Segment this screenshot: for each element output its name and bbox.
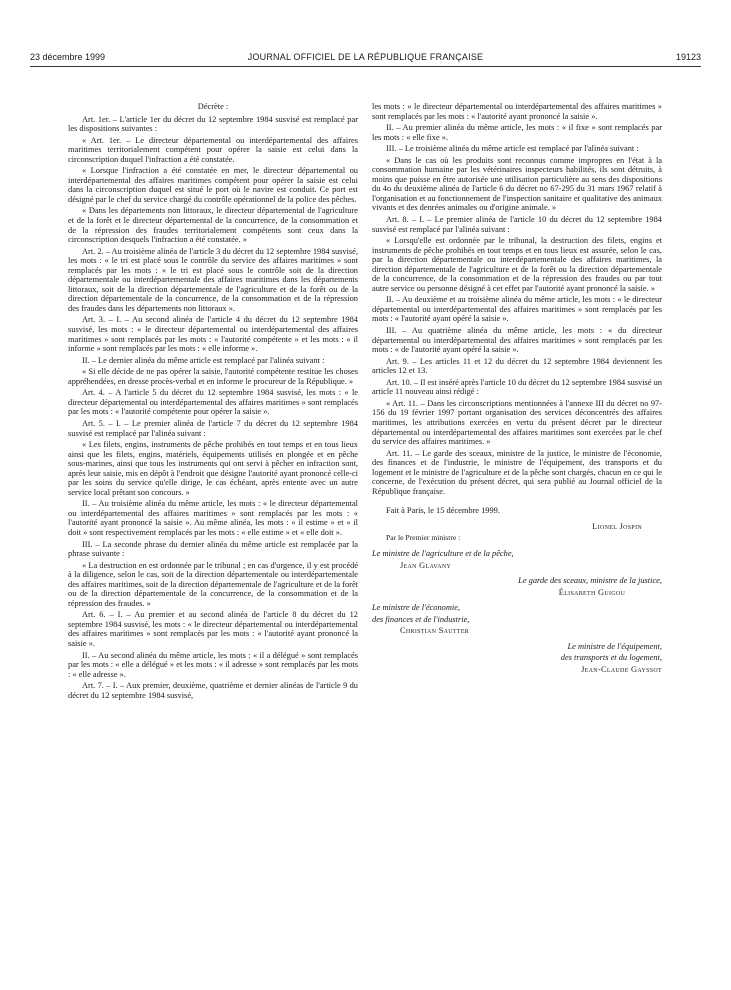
- paragraph: II. – Au premier alinéa du même article, les mots : « il fixe » sont remplacés par les mots : « elle fixe ».: [372, 123, 662, 142]
- right-column-paragraphs: [372, 102, 662, 496]
- paragraph: III. – Au quatrième alinéa du même article, les mots : « du directeur départemental ou interdépartemental des affaires maritimes » sont remplacés par les mots : « de l'autorité ayant opéré la saisie ».: [372, 326, 662, 355]
- paragraph: Art. 8. – I. – Le premier alinéa de l'article 10 du décret du 12 septembre 1984 susvisé est remplacé par l'alinéa suivant :: [372, 215, 662, 234]
- paragraph: « Lorsqu'elle est ordonnée par le tribunal, la destruction des filets, engins et instruments de pêche prohibés en tout temps et en tous lieux est assurée, selon le cas, par la direction départementale ou interdépartementale des affaires maritimes, la direction départementale de l'agriculture et de la forêt ou la direction départementale de la concurrence, de la consommation et de la répression des fraudes ou par tout autre service ou personne désigné à cet effet par l'autorité ayant prononcé la saisie. »: [372, 236, 662, 293]
- paragraph: II. – Au deuxième et au troisième alinéa du même article, les mots : « le directeur départemental ou interdépartemental des affaires maritimes » sont remplacés par les mots : « l'autorité ayant opéré la saisie ».: [372, 295, 662, 324]
- signature-equip-title-2: des transports et du logement,: [560, 653, 662, 663]
- signature-agri-name: Jean Glavany: [400, 560, 452, 570]
- signature-date-line: Fait à Paris, le 15 décembre 1999.: [386, 506, 500, 516]
- signature-pm-name: Lionel Jospin: [592, 521, 642, 531]
- paragraph: « Art. 1er. – Le directeur départemental ou interdépartemental des affaires maritimes territorialement compétent pour opérer la saisie est celui dans la circonscription duquel l'infraction a été constatée.: [68, 135, 358, 164]
- paragraph: II. – Au troisième alinéa du même article, les mots : « le directeur départemental ou interdépartemental des affaires maritimes » sont remplacés par les mots : « l'autorité ayant prononcé la saisie ». Au même alinéa, les mots : « il estime » et « il doit » sont respectivement remplacés par les mots : « elle estime » et « elle doit ».: [68, 499, 358, 537]
- paragraph: Art. 7. – I. – Aux premier, deuxième, quatrième et dernier alinéas de l'article 9 du décret du 12 septembre 1984 susvisé,: [68, 681, 358, 700]
- paragraph: « Si elle décide de ne pas opérer la saisie, l'autorité compétente restitue les choses appréhendées, en dresse procès-verbal et en informe le procureur de la République. »: [68, 367, 358, 386]
- paragraph: Art. 10. – Il est inséré après l'article 10 du décret du 12 septembre 1984 susvisé un article 11 nouveau ainsi rédigé :: [372, 377, 662, 397]
- paragraph: Art. 2. – Au troisième alinéa de l'article 3 du décret du 12 septembre 1984 susvisé, les mots : « le tri est placé sous le contrôle du service des affaires maritimes » sont remplacés par les mots : « le tri est placé sous le contrôle soit de la direction départementale ou interdépartementale des affaires maritimes dans les départements littoraux, soit de la direction départementale de l'agriculture et de la forêt ou de la direction départementale de la concurrence, de la consommation et de la répression des fraudes dans les départements non littoraux ».: [68, 246, 358, 313]
- paragraph: II. – Au second alinéa du même article, les mots : « il a délégué » sont remplacés par les mots : « elle a délégué » et les mots : « il adresse » sont remplacés par les mots : « elle adresse ».: [68, 650, 358, 679]
- paragraph: Art. 6. – I. – Au premier et au second alinéa de l'article 8 du décret du 12 septembre 1984 susvisé, les mots : « le directeur départemental ou interdépartemental des affaires maritimes » sont remplacés par les mots : « l'autorité ayant prononcé la saisie ».: [68, 610, 358, 648]
- paragraph: « Lorsque l'infraction a été constatée en mer, le directeur départemental ou interdépartemental des affaires maritimes compétent pour opérer la saisie est celui dans la circonscription duquel est situé le port où le navire est conduit. Ce port est désigné par le chef du service chargé du contrôle opérationnel de la police des pêches.: [68, 166, 358, 204]
- paragraph: « Dans les départements non littoraux, le directeur départemental de l'agriculture et de la forêt et le directeur départemental de la concurrence, de la consommation et de la répression des fraudes territorialement compétents sont ceux dans la circonscription desquels l'infraction a été constatée. »: [68, 206, 358, 245]
- paragraph: Art. 5. – I. – Le premier alinéa de l'article 7 du décret du 12 septembre 1984 susvisé est remplacé par l'alinéa suivant :: [68, 418, 358, 438]
- paragraph: III. – La seconde phrase du dernier alinéa du même article est remplacée par la phrase suivante :: [68, 539, 358, 559]
- paragraph: Décrète :: [197, 102, 229, 111]
- header-rule: [30, 66, 701, 67]
- signature-agri-title: Le ministre de l'agriculture et de la pêche,: [372, 548, 514, 558]
- paragraph: II. – Le dernier alinéa du même article est remplacé par l'alinéa suivant :: [82, 355, 325, 365]
- right-column: [372, 102, 662, 676]
- paragraph: « Art. 11. – Dans les circonscriptions mentionnées à l'annexe III du décret no 97-156 du 19 février 1997 portant organisation des services déconcentrés des affaires maritimes, les attributions exercées en vertu du présent décret par le directeur départemental ou interdépartemental des affaires maritimes sont exercées par le chef du service des affaires maritimes. »: [372, 398, 662, 447]
- header-title: JOURNAL OFFICIEL DE LA RÉPUBLIQUE FRANÇAISE: [247, 52, 484, 62]
- signature-eco-title-1: Le ministre de l'économie,: [372, 603, 461, 613]
- header-page-number: 19123: [675, 52, 701, 62]
- page-header: [30, 52, 701, 66]
- signature-justice-name: Élisabeth Guigou: [558, 587, 626, 597]
- paragraph: « La destruction en est ordonnée par le tribunal ; en cas d'urgence, il y est procédé à la diligence, selon le cas, soit de la direction départementale ou interdépartementale des affaires maritimes, soit de la direction départementale de l'agriculture et de la forêt ou de la direction départementale de la concurrence, de la consommation et de la répression des fraudes. »: [68, 560, 358, 608]
- paragraph: Art. 1er. – L'article 1er du décret du 12 septembre 1984 susvisé est remplacé par les dispositions suivantes :: [68, 114, 358, 134]
- paragraph: les mots : « le directeur départemental ou interdépartemental des affaires maritimes » sont remplacés par les mots : « l'autorité ayant prononcé la saisie ».: [372, 102, 662, 121]
- signature-eco-title-2: des finances et de l'industrie,: [372, 614, 470, 624]
- left-column: [68, 102, 358, 702]
- signature-justice-title: Le garde des sceaux, ministre de la justice,: [518, 576, 662, 586]
- paragraph: Art. 9. – Les articles 11 et 12 du décret du 12 septembre 1984 deviennent les articles 12 et 13.: [372, 356, 662, 376]
- paragraph: Art. 11. – Le garde des sceaux, ministre de la justice, le ministre de l'économie, des finances et de l'industrie, le ministre de l'équipement, des transports et du logement et le ministre de l'agriculture et de la pêche sont chargés, chacun en ce qui le concerne, de l'exécution du présent décret, qui sera publié au Journal officiel de la République française.: [372, 448, 662, 496]
- paragraph: « Dans le cas où les produits sont reconnus comme impropres en l'état à la consommation humaine par les vétérinaires inspecteurs habilités, ils sont détruits, à moins que puisse en être autorisée une utilisation particulière au sens des dispositions du 4o du deuxième alinéa de l'article 6 du décret no 67-295 du 31 mars 1967 relatif à l'organisation et au fonctionnement de l'inspection sanitaire et qualitative des animaux vivants et des denrées animales ou d'origine animale. »: [372, 155, 662, 213]
- signature-eco-name: Christian Sautter: [400, 626, 470, 636]
- signature-by-pm: Par le Premier ministre :: [386, 533, 461, 543]
- paragraph: Art. 3. – I. – Au second alinéa de l'article 4 du décret du 12 septembre 1984 susvisé, les mots : « le directeur départemental ou interdépartemental des affaires maritimes » sont remplacés par les mots : « l'autorité compétente » et les mots : « il informe » sont remplacés par les mots : « elle informe ».: [68, 315, 358, 354]
- signature-block: [372, 506, 662, 674]
- paragraph: III. – Le troisième alinéa du même article est remplacé par l'alinéa suivant :: [386, 144, 639, 154]
- signature-equip-name: Jean-Claude Gayssot: [581, 664, 662, 674]
- signature-equip-title-1: Le ministre de l'équipement,: [567, 641, 662, 651]
- header-date: 23 décembre 1999: [30, 52, 106, 62]
- paragraph: « Les filets, engins, instruments de pêche prohibés en tout temps et en tous lieux ainsi que les filets, engins, matériels, équipements utilisés en plongée et en pêche sous-marines, ainsi que tous les instruments qui ont servi à pêcher en infraction sont, après leur saisie, mis en dépôt à l'endroit que désigne l'autorité ayant prononcé celle-ci par les soins du service qu'elle dirige, le cas échéant, après entente avec un autre service local prêtant son concours. »: [68, 440, 358, 497]
- paragraph: Art. 4. – A l'article 5 du décret du 12 septembre 1984 susvisé, les mots : « le directeur départemental ou interdépartemental des affaires maritimes » sont remplacés par les mots : « l'autorité compétente pour opérer la saisie ».: [68, 388, 358, 417]
